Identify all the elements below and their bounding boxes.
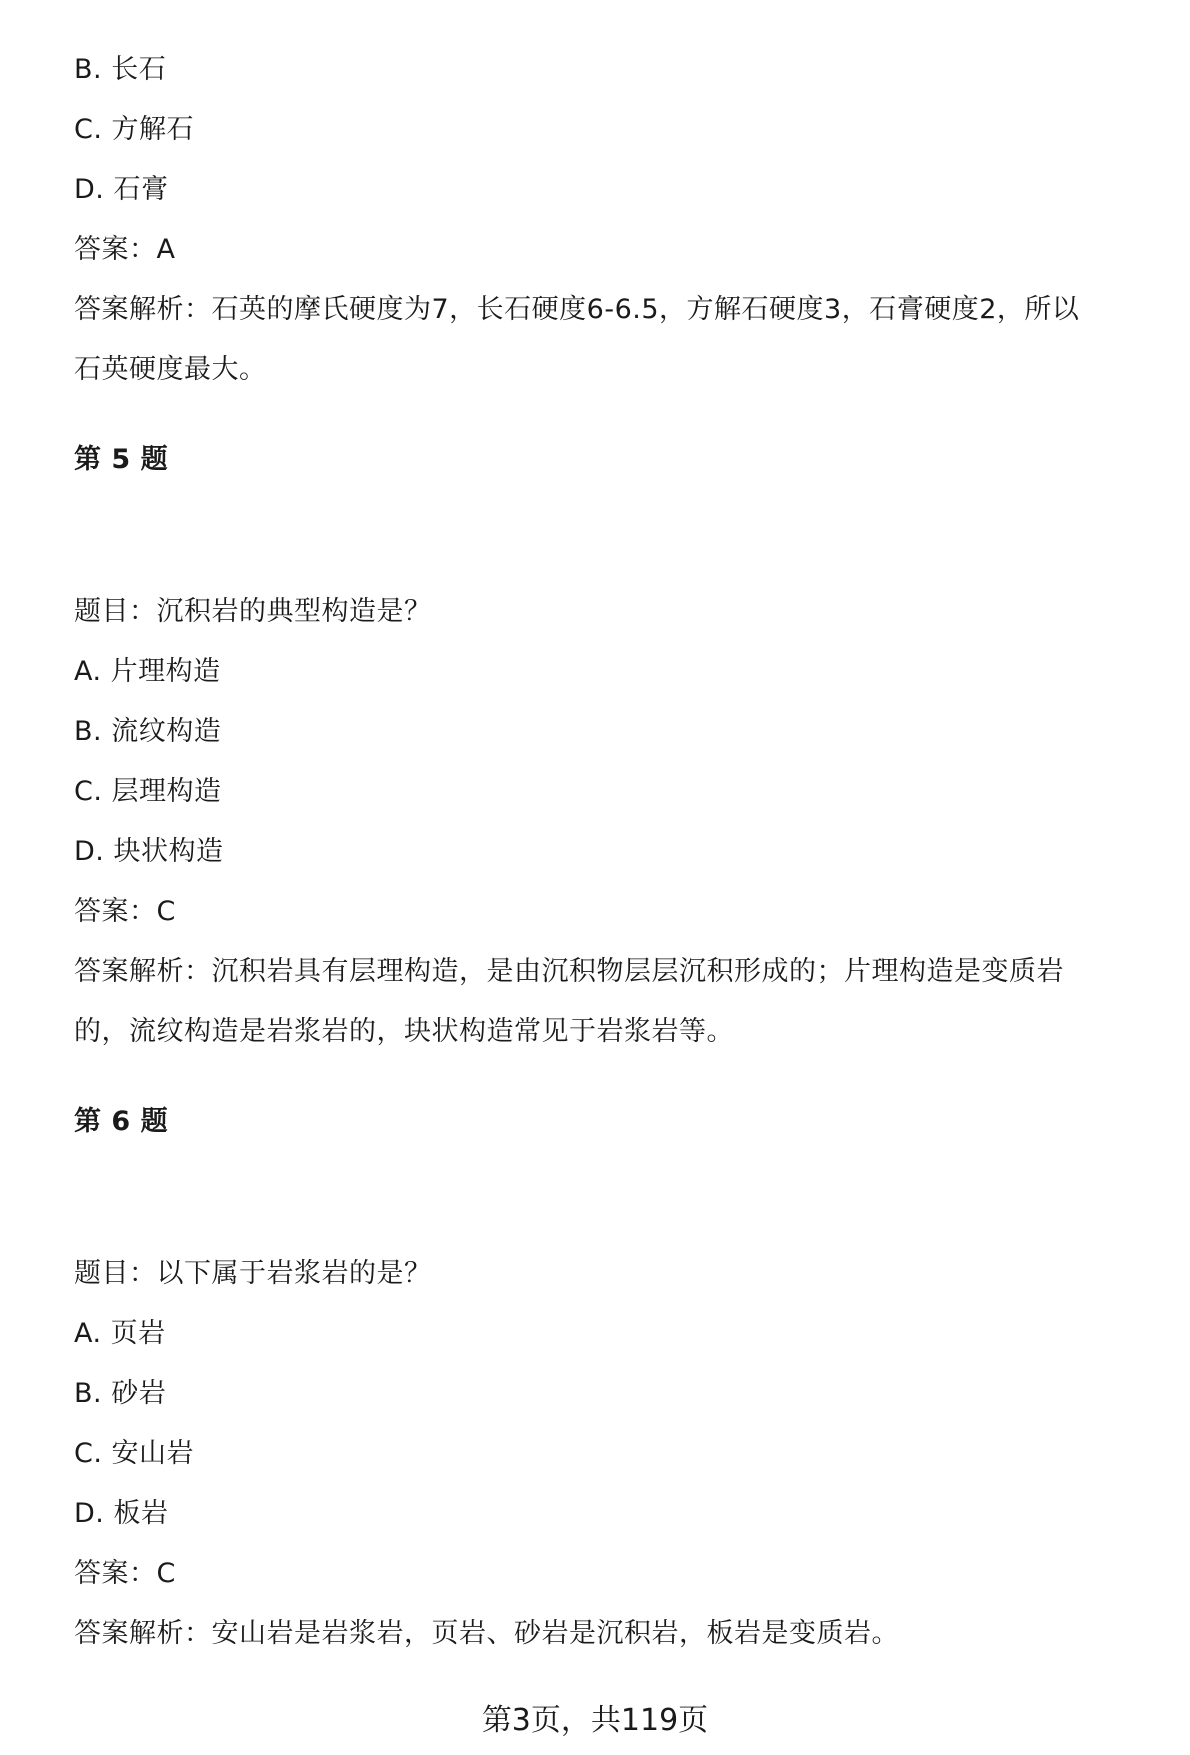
q6-question: 题目：以下属于岩浆岩的是？ xyxy=(74,1258,432,1289)
q6-heading: 第 6 题 xyxy=(74,1106,169,1137)
q6-explanation-line1: 答案解析：安山岩是岩浆岩，页岩、砂岩是沉积岩，板岩是变质岩。 xyxy=(74,1618,899,1649)
q4-explanation-line2: 石英硬度最大。 xyxy=(74,354,267,385)
q4-option-d: D. 石膏 xyxy=(74,174,169,205)
q6-option-d: D. 板岩 xyxy=(74,1498,169,1529)
q4-explanation-line1: 答案解析：石英的摩氏硬度为7，长石硬度6-6.5，方解石硬度3，石膏硬度2，所以 xyxy=(74,294,1080,325)
q5-option-b: B. 流纹构造 xyxy=(74,716,222,747)
q5-option-c: C. 层理构造 xyxy=(74,776,222,807)
q5-question: 题目：沉积岩的典型构造是？ xyxy=(74,596,432,627)
q4-option-b: B. 长石 xyxy=(74,54,167,85)
q4-option-c: C. 方解石 xyxy=(74,114,195,145)
q5-explanation-line2: 的，流纹构造是岩浆岩的，块状构造常见于岩浆岩等。 xyxy=(74,1016,734,1047)
q6-answer: 答案：C xyxy=(74,1558,176,1589)
page-number-footer: 第3页，共119页 xyxy=(481,1703,709,1738)
q5-option-d: D. 块状构造 xyxy=(74,836,224,867)
q5-explanation-line1: 答案解析：沉积岩具有层理构造，是由沉积物层层沉积形成的；片理构造是变质岩 xyxy=(74,956,1064,987)
q6-option-b: B. 砂岩 xyxy=(74,1378,167,1409)
q6-option-c: C. 安山岩 xyxy=(74,1438,195,1469)
q4-answer: 答案：A xyxy=(74,234,176,265)
q5-heading: 第 5 题 xyxy=(74,444,169,475)
q5-answer: 答案：C xyxy=(74,896,176,927)
q5-option-a: A. 片理构造 xyxy=(74,656,221,687)
q6-option-a: A. 页岩 xyxy=(74,1318,166,1349)
